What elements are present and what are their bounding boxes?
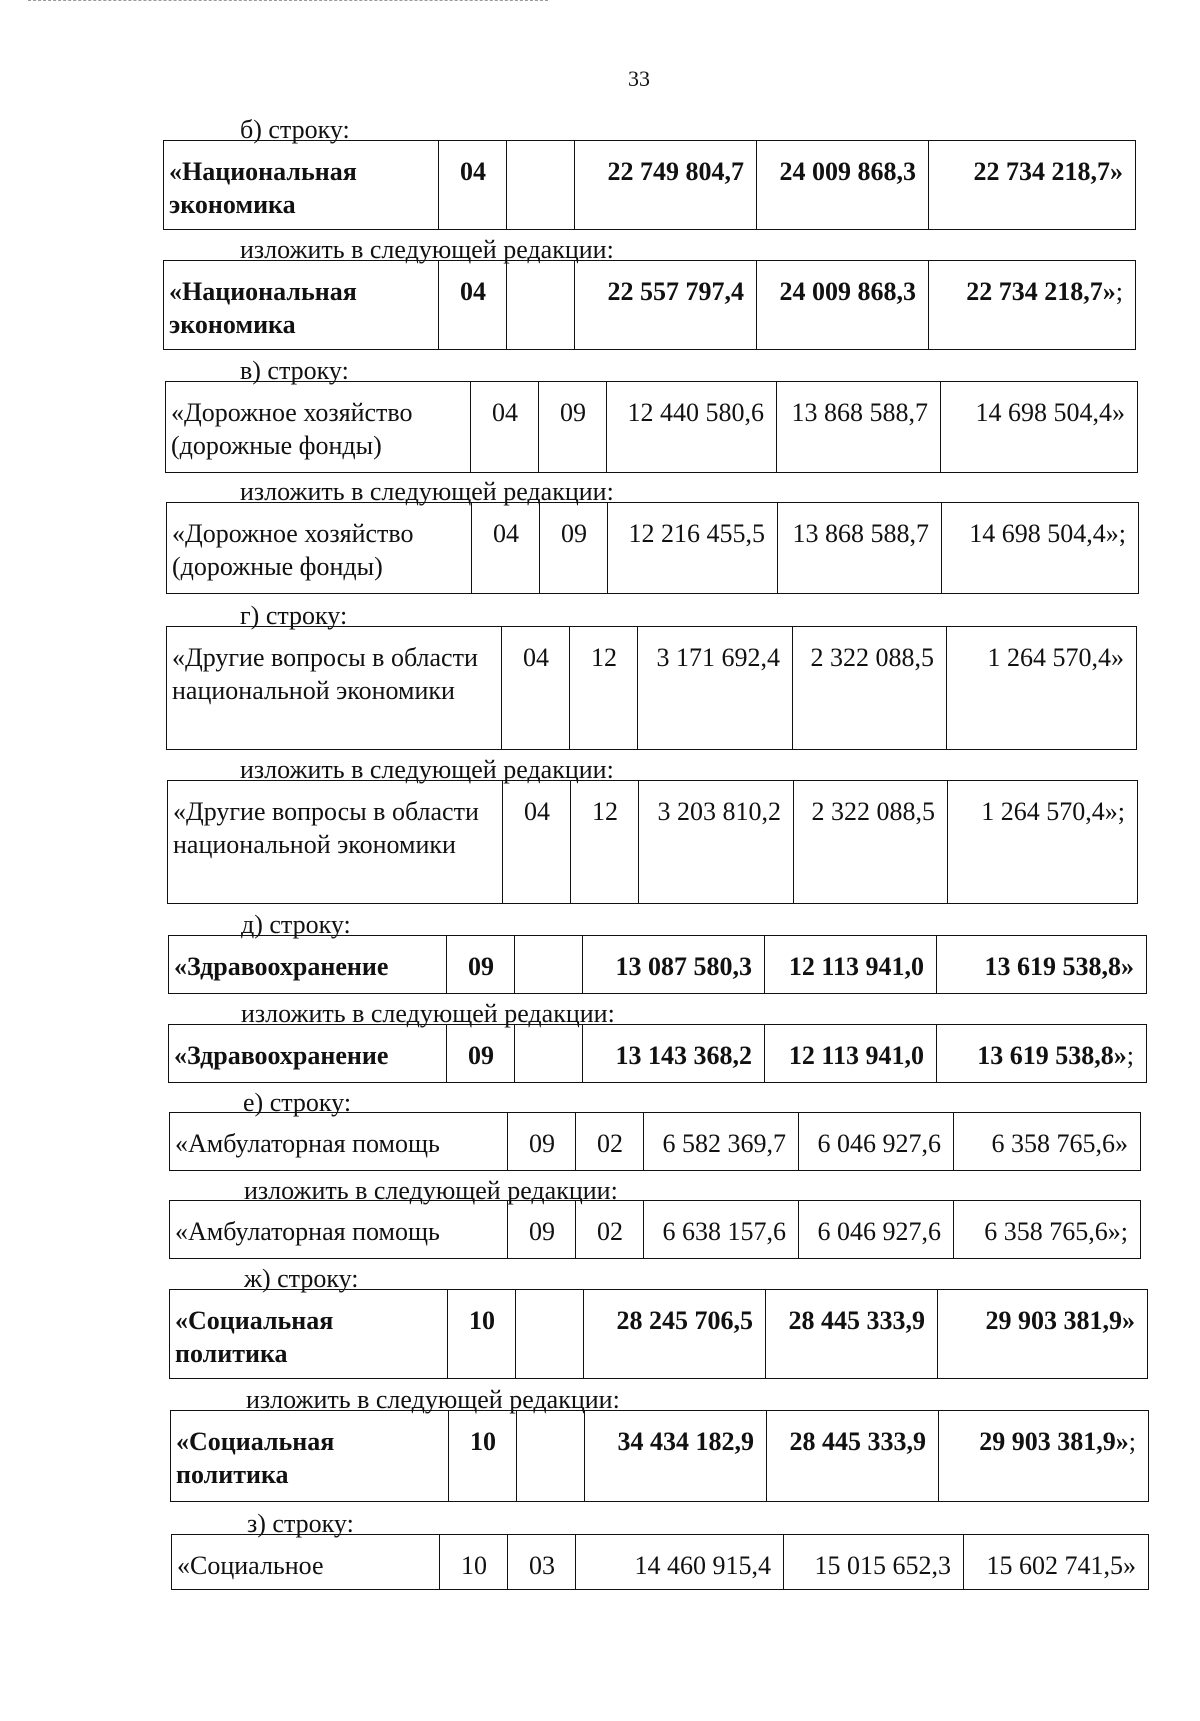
section-code: 04 [439, 261, 507, 350]
subsection-code: 12 [570, 627, 638, 750]
row-name: «Социальная политика [171, 1411, 449, 1502]
page-number: 33 [628, 66, 650, 91]
value-1: 34 434 182,9 [585, 1411, 767, 1502]
section-code: 04 [439, 141, 507, 230]
row-other-economy-old [166, 626, 1137, 750]
row-name: «Дорожное хозяйство (дорожные фонды) [166, 382, 471, 473]
value-2: 12 113 941,0 [765, 936, 937, 994]
row-other-economy-new [167, 780, 1138, 904]
value-1: 13 087 580,3 [583, 936, 765, 994]
row-outpatient-old [169, 1112, 1141, 1171]
section-code: 04 [472, 503, 540, 594]
row-road-economy-new [166, 502, 1139, 594]
row-national-economy-old [163, 140, 1136, 230]
row-name: «Другие вопросы в области национальной экономики [168, 781, 503, 904]
subsection-code [507, 261, 575, 350]
value-1: 3 203 810,2 [639, 781, 794, 904]
value-3: 6 358 765,6» [954, 1113, 1141, 1171]
value-1: 6 582 369,7 [644, 1113, 799, 1171]
section-code: 10 [440, 1535, 508, 1590]
value-2: 13 868 588,7 [777, 382, 941, 473]
section-code: 04 [502, 627, 570, 750]
value-3: 1 264 570,4»; [948, 781, 1138, 904]
section-b-label: б) строку: [240, 115, 350, 144]
subsection-code [515, 1025, 583, 1083]
subsection-code: 02 [576, 1201, 644, 1259]
value-1: 3 171 692,4 [638, 627, 793, 750]
section-code: 04 [503, 781, 571, 904]
value-1: 28 245 706,5 [584, 1290, 766, 1379]
value-2: 13 868 588,7 [778, 503, 942, 594]
subsection-code [516, 1290, 584, 1379]
value-3: 22 734 218,7»; [929, 261, 1136, 350]
subsection-code [507, 141, 575, 230]
subsection-code [517, 1411, 585, 1502]
section-code: 09 [447, 1025, 515, 1083]
section-code: 09 [508, 1113, 576, 1171]
value-3: 13 619 538,8» [937, 936, 1147, 994]
row-name: «Здравоохранение [169, 1025, 447, 1083]
section-code: 10 [448, 1290, 516, 1379]
value-3: 13 619 538,8»; [937, 1025, 1147, 1083]
amend-label: изложить в следующей редакции: [241, 999, 615, 1028]
value-1: 13 143 368,2 [583, 1025, 765, 1083]
value-1: 22 557 797,4 [575, 261, 757, 350]
section-d-label: д) строку: [241, 910, 351, 939]
section-g-label: г) строку: [240, 601, 348, 630]
amend-label: изложить в следующей редакции: [244, 1176, 618, 1205]
section-e-label: е) строку: [243, 1088, 352, 1117]
value-2: 2 322 088,5 [794, 781, 948, 904]
value-2: 24 009 868,3 [757, 141, 929, 230]
value-3: 29 903 381,9» [938, 1290, 1148, 1379]
value-2: 15 015 652,3 [784, 1535, 964, 1590]
amend-label: изложить в следующей редакции: [246, 1385, 620, 1414]
page-top-edge-line [28, 0, 548, 1]
value-3: 1 264 570,4» [947, 627, 1137, 750]
amend-label: изложить в следующей редакции: [240, 755, 614, 784]
row-outpatient-new [169, 1200, 1141, 1259]
row-road-economy-old [165, 381, 1138, 473]
row-social-security-old [171, 1534, 1149, 1590]
section-code: 10 [449, 1411, 517, 1502]
value-2: 24 009 868,3 [757, 261, 929, 350]
value-3: 15 602 741,5» [964, 1535, 1149, 1590]
subsection-code: 02 [576, 1113, 644, 1171]
value-3: 29 903 381,9»; [939, 1411, 1149, 1502]
section-zh-label: ж) строку: [244, 1264, 359, 1293]
section-code: 09 [447, 936, 515, 994]
value-1: 14 460 915,4 [576, 1535, 784, 1590]
value-1: 6 638 157,6 [644, 1201, 799, 1259]
subsection-code: 09 [539, 382, 607, 473]
value-1: 12 216 455,5 [608, 503, 778, 594]
value-3: 6 358 765,6»; [954, 1201, 1141, 1259]
row-name: «Дорожное хозяйство (дорожные фонды) [167, 503, 472, 594]
subsection-code: 12 [571, 781, 639, 904]
row-social-policy-old [169, 1289, 1148, 1379]
row-national-economy-new [163, 260, 1136, 350]
section-v-label: в) строку: [240, 356, 349, 385]
row-name: «Здравоохранение [169, 936, 447, 994]
value-1: 22 749 804,7 [575, 141, 757, 230]
row-healthcare-new [168, 1024, 1147, 1083]
subsection-code [515, 936, 583, 994]
value-1: 12 440 580,6 [607, 382, 777, 473]
value-2: 6 046 927,6 [799, 1201, 954, 1259]
value-2: 12 113 941,0 [765, 1025, 937, 1083]
amend-label: изложить в следующей редакции: [240, 477, 614, 506]
value-2: 28 445 333,9 [766, 1290, 938, 1379]
row-name: «Национальная экономика [164, 261, 439, 350]
subsection-code: 09 [540, 503, 608, 594]
row-social-policy-new [170, 1410, 1149, 1502]
row-name: «Социальное [172, 1535, 440, 1590]
row-name: «Национальная экономика [164, 141, 439, 230]
value-2: 28 445 333,9 [767, 1411, 939, 1502]
value-2: 6 046 927,6 [799, 1113, 954, 1171]
row-name: «Другие вопросы в области национальной экономики [167, 627, 502, 750]
subsection-code: 03 [508, 1535, 576, 1590]
row-name: «Социальная политика [170, 1290, 448, 1379]
section-z-label: з) строку: [247, 1509, 354, 1538]
amend-label: изложить в следующей редакции: [240, 235, 614, 264]
value-3: 14 698 504,4» [941, 382, 1138, 473]
row-name: «Амбулаторная помощь [170, 1201, 508, 1259]
section-code: 04 [471, 382, 539, 473]
row-name: «Амбулаторная помощь [170, 1113, 508, 1171]
value-2: 2 322 088,5 [793, 627, 947, 750]
value-3: 22 734 218,7» [929, 141, 1136, 230]
section-code: 09 [508, 1201, 576, 1259]
row-healthcare-old [168, 935, 1147, 994]
value-3: 14 698 504,4»; [942, 503, 1139, 594]
